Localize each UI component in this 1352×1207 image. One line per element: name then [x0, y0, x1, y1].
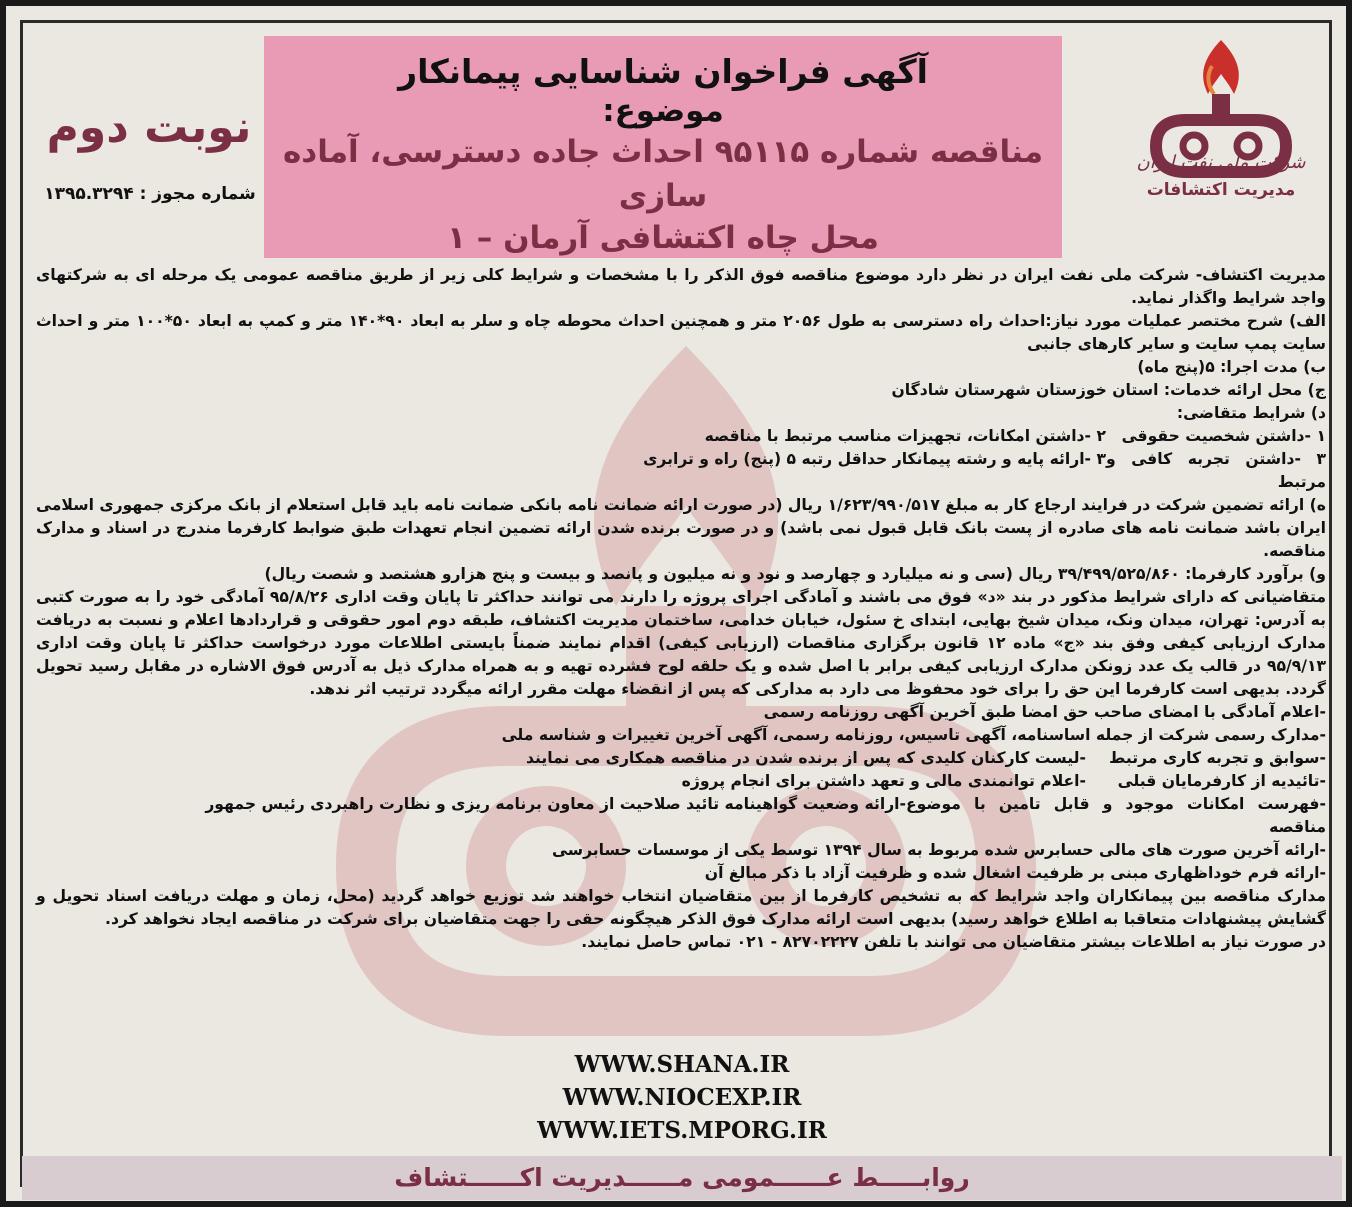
closing-paragraph: مدارک مناقصه بین پیمانکاران واجد شرایط که به تشخیص کارفرما از بین متقاضیان انتخاب خواهند شد توزیع خواهد گردید (محل، زمان و مهلت دریافت اسناد تحویل و گشایش پیشنهادات متعاقبا به اطلاع خواهد رسید) بدیهی است ارائه مدارک فوق الذکر هیچگونه حقی را جهت متقاضیان برای شرکت در مناقصه ایجاد نخواهد کرد. [36, 887, 1326, 928]
contact-line: در صورت نیاز به اطلاعات بیشتر متقاضیان می توانند با تلفن ۸۲۷۰۲۲۲۷ - ۰۲۱ تماس حاصل نمایند. [581, 933, 1326, 951]
requirement-3: ۳ -داشتن تجربه کافی و مرتبط [1106, 450, 1326, 491]
logo-department-name: مدیریت اکتشافات [1146, 180, 1296, 200]
document-item-5b: -ارائه وضعیت گواهینامه تائید صلاحیت از معاون برنامه ریزی و نظارت راهبردی رئیس جمهور [205, 795, 906, 813]
document-item-7: -ارائه فرم خوداظهاری مبنی بر ظرفیت اشغال شده و ظرفیت آزاد با ذکر مبالغ آن [704, 864, 1326, 882]
clause-c: ج) محل ارائه خدمات: استان خوزستان شهرستان شادگان [891, 381, 1326, 399]
document-item-4a: -تائیدیه از کارفرمایان قبلی [1117, 772, 1326, 790]
document-item-3b: -لیست کارکنان کلیدی که پس از برنده شدن در مناقصه همکاری می نمایند [525, 749, 1086, 767]
document-item-6: -ارائه آخرین صورت های مالی حسابرس شده مربوط به سال ۱۳۹۴ توسط یکی از موسسات حسابرسی [551, 841, 1326, 859]
requirement-2: ۲ -داشتن امکانات، تجهیزات مناسب مرتبط با مناقصه [704, 427, 1106, 445]
document-item-3a: -سوابق و تجربه کاری مرتبط [1109, 749, 1326, 767]
requirement-1: ۱ -داشتن شخصیت حقوقی [1121, 427, 1326, 445]
permit-number: شماره مجوز : ۱۳۹۵.۳۲۹۴ [44, 184, 256, 204]
turn-label: نوبت دوم [46, 102, 252, 153]
clause-b: ب) مدت اجرا: ۵(پنج ماه) [1137, 358, 1326, 376]
documents-row-5 [36, 793, 1326, 839]
announcement-body [36, 264, 1326, 954]
requirements-row-2 [36, 448, 1326, 494]
intro-paragraph: مدیریت اکتشاف- شرکت ملی نفت ایران در نظر دارد موضوع مناقصه فوق الذکر را با مشخصات و شرایط کلی زیر از طریق مناقصه عمومی یک مرحله ای به شرکتهای واجد شرایط واگذار نماید. [36, 266, 1326, 307]
document-item-2: -مدارک رسمی شرکت از جمله اساسنامه، آگهی تاسیس، روزنامه رسمی، آگهی آخرین تغییرات و شناسه ملی [501, 726, 1326, 744]
title-banner [264, 36, 1062, 258]
documents-row-4 [36, 770, 1326, 793]
footer-signature: روابـــــط عــــــمومی مــــــدیریت اکــــــتشاف [22, 1156, 1342, 1200]
applicants-paragraph: متقاضیانی که دارای شرایط مذکور در بند «د» فوق می باشند و آمادگی اجرای پروژه را دارند می توانند حداکثر تا پایان وقت اداری ۹۵/۸/۲۶ آمادگی خود را به صورت کتبی به آدرس: تهران، میدان ونک، میدان شیخ بهایی، ابتدای خ سئول، خیابان خدامی، ساختمان مدیریت اکتشاف، طبقه دوم امور حقوقی و قراردادها اعلام و نسبت به دریافت مدارک ارزیابی کیفی وفق بند «ج» ماده ۱۲ قانون برگزاری مناقصات (ارزیابی کیفی) اقدام نمایند ضمناً بایستی اطلاعات مورد درخواست حداکثر تا پایان وقت اداری ۹۵/۹/۱۳ در قالب یک عدد زونکن مدارک ارزیابی کیفی برابر با اصل شده و یک حلقه لوح فشرده تهیه و به همراه مدارک ذیل به آدرس فوق الاشاره در مقابل رسید تحویل گردد. بدیهی است کارفرما این حق را برای خود محفوظ می دارد به مدارکی که پس از انقضاء مهلت مقرر ارائه میگردد ترتیب اثر ندهد. [36, 588, 1326, 698]
website-link[interactable]: WWW.IETS.MPORG.IR [537, 1117, 827, 1144]
title-line-1: آگهی فراخوان شناسایی پیمانکار [398, 52, 928, 91]
document-item-4b: -اعلام توانمندی مالی و تعهد داشتن برای انجام پروژه [681, 772, 1086, 790]
website-link[interactable]: WWW.NIOCEXP.IR [562, 1084, 802, 1111]
clause-d: د) شرایط متقاضی: [1176, 404, 1326, 422]
title-line-4: محل چاه اکتشافی آرمان – ۱ [447, 220, 879, 256]
title-line-3: مناقصه شماره ۹۵۱۱۵ احداث جاده دسترسی، آماده سازی [282, 134, 1044, 214]
website-link[interactable]: WWW.SHANA.IR [574, 1051, 790, 1078]
clause-f: و) برآورد کارفرما: ۳۹/۴۹۹/۵۲۵/۸۶۰ ریال (سی و نه میلیارد و چهارصد و نود و نه میلیون و پانصد و بیست و پنج هزارو هشتصد و شصت ریال) [264, 565, 1326, 583]
requirements-row-1 [36, 425, 1326, 448]
document-item-1: -اعلام آمادگی با امضای صاحب حق امضا طبق آخرین آگهی روزنامه رسمی [763, 703, 1326, 721]
documents-row-3 [36, 747, 1326, 770]
title-line-2: موضوع: [602, 93, 724, 129]
website-list [6, 1048, 1352, 1147]
requirement-4: ۳ -ارائه پایه و رشته پیمانکار حداقل رتبه ۵ (پنج) راه و ترابری [643, 450, 1106, 468]
clause-a: الف) شرح مختصر عملیات مورد نیاز:احداث راه دسترسی به طول ۲۰۵۶ متر و همچنین احداث محوطه چاه و سلر به ابعاد ۹۰*۱۴۰ متر و کمپ به ابعاد ۵۰*۱۰۰ متر و احداث سایت پمپ سایت و سایر کارهای جانبی [36, 312, 1326, 353]
logo-company-name: شرکت ملی نفت ایران [1136, 152, 1306, 173]
document-item-5a: -فهرست امکانات موجود و قابل تامین با موضوع مناقصه [906, 795, 1326, 836]
clause-e: ه) ارائه تضمین شرکت در فرایند ارجاع کار به مبلغ ۱/۶۲۳/۹۹۰/۵۱۷ ریال (در صورت ارائه ضمانت نامه بانکی ضمانت نامه باید قابل استعلام از بانک مرکزی جمهوری اسلامی ایران باشد ضمانت نامه های صادره از پست بانک قابل قبول نمی باشد) و در صورت برنده شدن ارائه تضمین انجام تعهدات طبق ضوابط کارفرما مندرج در اسناد و مدارک مناقصه. [36, 496, 1327, 560]
